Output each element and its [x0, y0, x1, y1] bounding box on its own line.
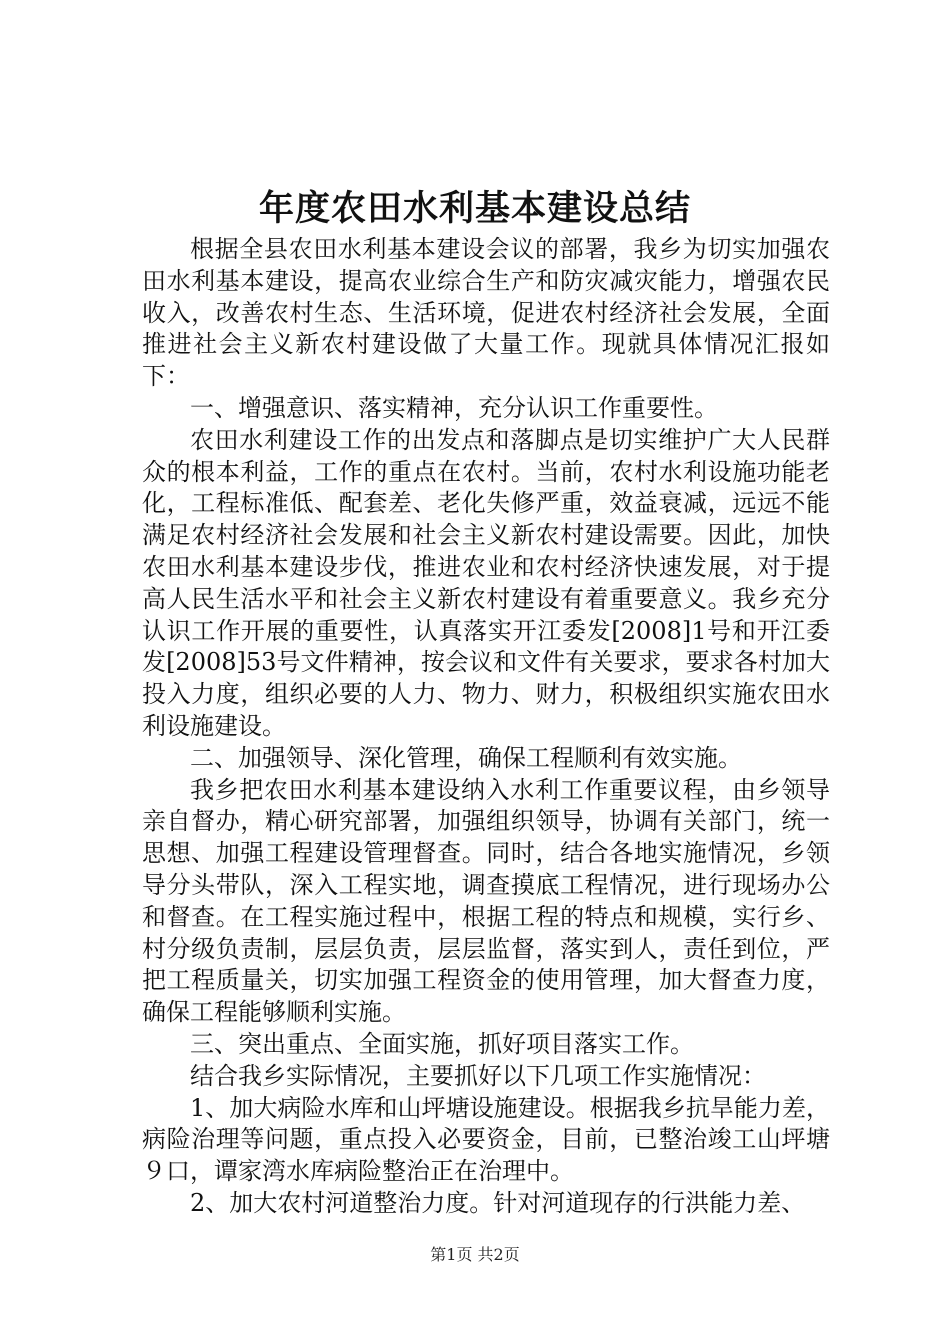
section-heading-3: 三、突出重点、全面实施，抓好项目落实工作。 [190, 1029, 694, 1058]
paragraph-section-3: 结合我乡实际情况，主要抓好以下几项工作实施情况： [190, 1061, 766, 1090]
list-item-1: 1、加大病险水库和山坪塘设施建设。根据我乡抗旱能力差，病险治理等问题，重点投入必要资金，目前，已整治竣工山坪塘９口，谭家湾水库病险整治正在治理中。 [142, 1093, 830, 1186]
section-heading-2: 二、加强领导、深化管理，确保工程顺利有效实施。 [190, 743, 742, 772]
list-item-2: 2、加大农村河道整治力度。针对河道现存的行洪能力差、 [190, 1188, 806, 1217]
document-body [142, 234, 830, 1220]
page-number-footer: 第1页 共2页 [430, 1245, 520, 1264]
paragraph-section-1: 农田水利建设工作的出发点和落脚点是切实维护广大人民群众的根本利益，工作的重点在农村。当前，农村水利设施功能老化，工程标准低、配套差、老化失修严重，效益衰减，远远不能满足农村经济社会发展和社会主义新农村建设需要。因此，加快农田水利基本建设步伐，推进农业和农村经济快速发展，对于提高人民生活水平和社会主义新农村建设有着重要意义。我乡充分认识工作开展的重要性，认真落实开江委发[2008]1号和开江委发[2008]53号文件精神，按会议和文件有关要求，要求各村加大投入力度，组织必要的人力、物力、财力，积极组织实施农田水利设施建设。 [142, 425, 830, 740]
document-title: 年度农田水利基本建设总结 [258, 188, 691, 229]
paragraph-intro: 根据全县农田水利基本建设会议的部署，我乡为切实加强农田水利基本建设，提高农业综合生产和防灾减灾能力，增强农民收入，改善农村生态、生活环境，促进农村经济社会发展，全面推进社会主义新农村建设做了大量工作。现就具体情况汇报如下： [142, 235, 830, 391]
section-heading-1: 一、增强意识、落实精神，充分认识工作重要性。 [190, 393, 718, 422]
paragraph-section-2: 我乡把农田水利基本建设纳入水利工作重要议程，由乡领导亲自督办，精心研究部署，加强组织领导，协调有关部门，统一思想、加强工程建设管理督查。同时，结合各地实施情况，乡领导分头带队，深入工程实地，调查摸底工程情况，进行现场办公和督查。在工程实施过程中，根据工程的特点和规模，实行乡、村分级负责制，层层负责，层层监督，落实到人，责任到位，严把工程质量关，切实加强工程资金的使用管理，加大督查力度，确保工程能够顺利实施。 [142, 775, 830, 1027]
